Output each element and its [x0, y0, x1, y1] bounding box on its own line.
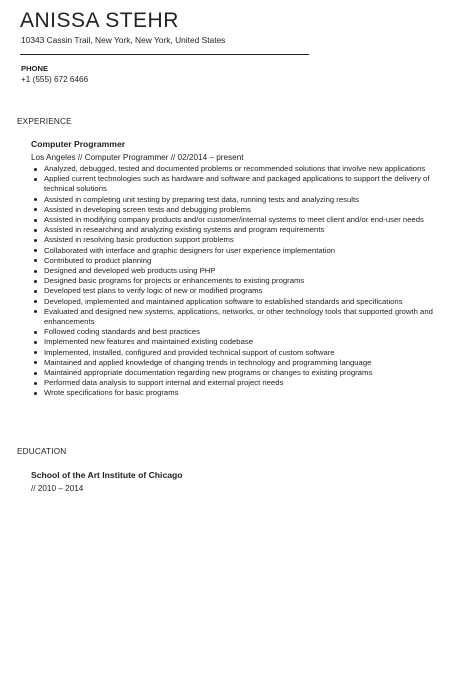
list-item: Assisted in developing screen tests and debugging problems [31, 205, 449, 215]
list-item: Developed test plans to verify logic of new or modified programs [31, 286, 449, 296]
list-item: Analyzed, debugged, tested and documented problems or recommended solutions that involve new applications [31, 164, 449, 174]
list-item: Performed data analysis to support internal and external project needs [31, 378, 449, 388]
list-item: Collaborated with interface and graphic designers for user experience implementation [31, 246, 449, 256]
address: 10343 Cassin Trail, New York, New York, United States [21, 35, 226, 45]
list-item: Assisted in researching and analyzing existing systems and program requirements [31, 225, 449, 235]
experience-heading: EXPERIENCE [17, 117, 72, 126]
job-meta: Los Angeles // Computer Programmer // 02/2014 – present [31, 153, 244, 162]
list-item: Assisted in resolving basic production support problems [31, 235, 449, 245]
list-item: Designed basic programs for projects or enhancements to existing programs [31, 276, 449, 286]
list-item: Wrote specifications for basic programs [31, 388, 449, 398]
list-item: Implemented new features and maintained existing codebase [31, 337, 449, 347]
job-title: Computer Programmer [31, 139, 126, 149]
list-item: Evaluated and designed new systems, applications, networks, or other technology tools that supported growth and enhancements [31, 307, 449, 327]
phone-label: PHONE [21, 64, 49, 73]
list-item: Maintained and applied knowledge of changing trends in technology and programming language [31, 358, 449, 368]
list-item: Implemented, installed, configured and provided technical support of custom software [31, 348, 449, 358]
list-item: Applied current technologies such as hardware and software and packaged applications to support the delivery of technical solutions [31, 174, 449, 194]
list-item: Assisted in modifying company products and/or customer/internal systems to meet client and/or end-user needs [31, 215, 449, 225]
list-item: Designed and developed web products using PHP [31, 266, 449, 276]
list-item: Contributed to product planning [31, 256, 449, 266]
experience-bullet-list [31, 164, 449, 399]
list-item: Maintained appropriate documentation regarding new programs or changes to existing programs [31, 368, 449, 378]
header-divider [20, 54, 309, 55]
list-item: Assisted in completing unit testing by preparing test data, running tests and analyzing results [31, 195, 449, 205]
phone-number: +1 (555) 672 6466 [21, 75, 89, 84]
list-item: Developed, implemented and maintained application software to established standards and specifications [31, 297, 449, 307]
list-item: Followed coding standards and best practices [31, 327, 449, 337]
school-dates: // 2010 – 2014 [31, 484, 84, 493]
education-heading: EDUCATION [17, 447, 67, 456]
school-name: School of the Art Institute of Chicago [31, 470, 183, 480]
resume-name: ANISSA STEHR [20, 9, 179, 32]
